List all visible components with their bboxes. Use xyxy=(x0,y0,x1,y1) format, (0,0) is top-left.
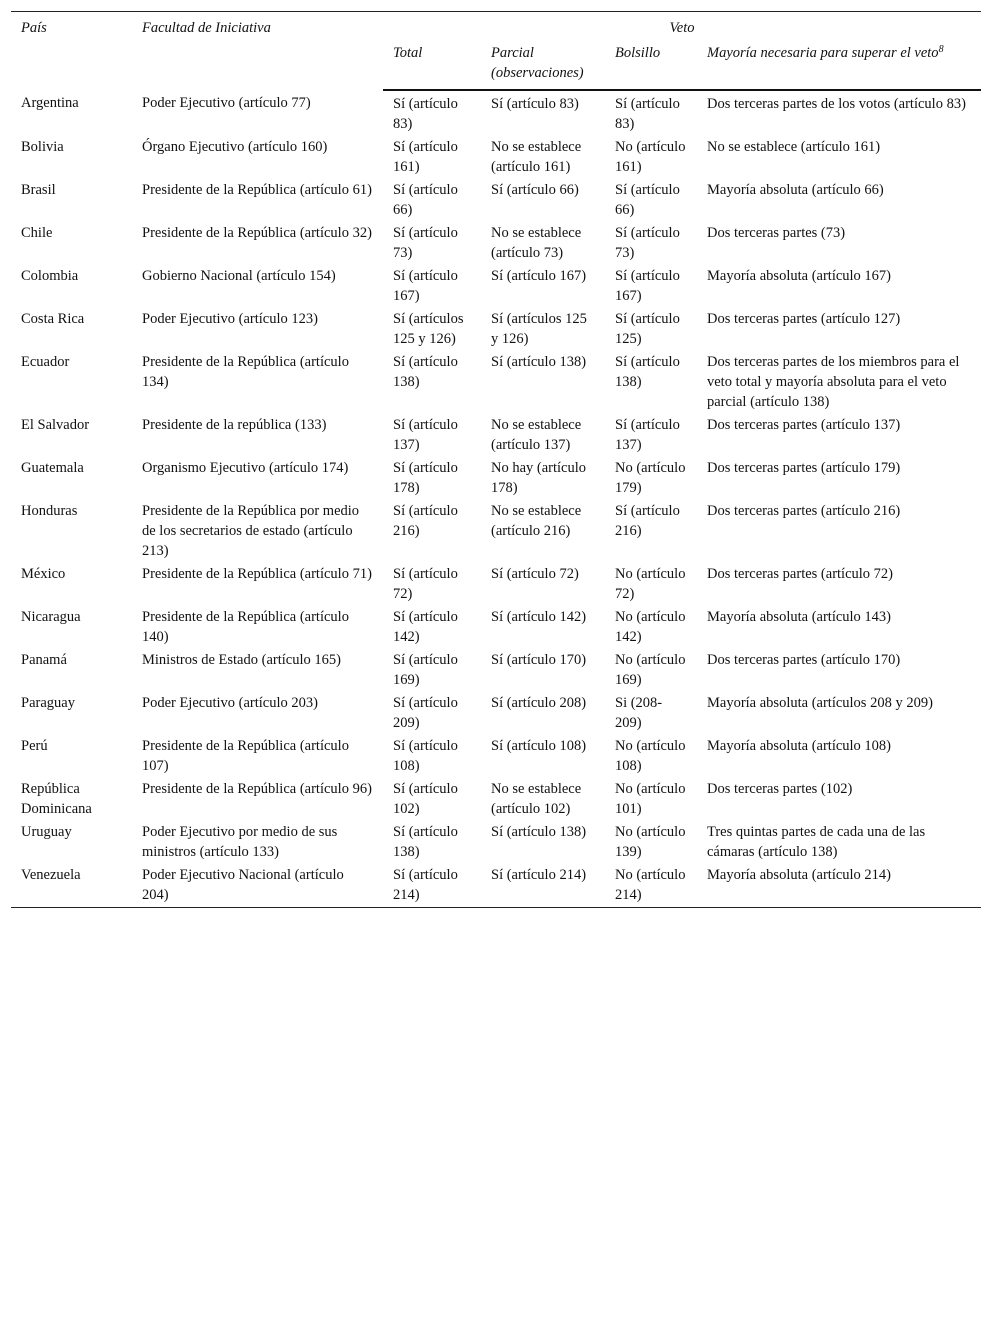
cell-facultad: Presidente de la República (artículo 71) xyxy=(142,566,372,582)
table-row xyxy=(11,821,981,864)
cell-parcial: Sí (artículo 138) xyxy=(491,824,587,840)
cell-pais: Honduras xyxy=(21,503,78,519)
table-header xyxy=(11,12,981,91)
cell-mayoria: Mayoría absoluta (artículo 143) xyxy=(707,609,892,625)
cell-facultad: Presidente de la República (artículo 61) xyxy=(142,182,372,198)
cell-bolsillo: Sí (artículo 216) xyxy=(615,503,680,539)
cell-facultad: Ministros de Estado (artículo 165) xyxy=(142,652,341,668)
cell-bolsillo: Si (208-209) xyxy=(615,695,663,731)
cell-total: Sí (artículo 138) xyxy=(393,824,458,860)
cell-parcial: Sí (artículo 72) xyxy=(491,566,579,582)
cell-facultad: Presidente de la república (133) xyxy=(142,417,327,433)
table-row xyxy=(11,606,981,649)
cell-mayoria: Dos terceras partes de los votos (artículo 83) xyxy=(707,96,966,112)
cell-parcial: Sí (artículo 142) xyxy=(491,609,587,625)
cell-pais: México xyxy=(21,566,66,582)
table-row xyxy=(11,563,981,606)
table-row xyxy=(11,864,981,908)
header-veto: Veto xyxy=(383,12,981,39)
cell-bolsillo: No (artículo 214) xyxy=(605,864,697,908)
table-row xyxy=(11,351,981,414)
cell-parcial: No se establece (artículo 73) xyxy=(491,225,582,261)
cell-mayoria: Mayoría absoluta (artículo 214) xyxy=(697,864,981,908)
table-row xyxy=(11,265,981,308)
cell-bolsillo: No (artículo 139) xyxy=(615,824,686,860)
cell-mayoria: Mayoría absoluta (artículo 66) xyxy=(707,182,884,198)
cell-bolsillo: No (artículo 169) xyxy=(615,652,686,688)
cell-total: Sí (artículo 72) xyxy=(393,566,458,602)
cell-pais: Panamá xyxy=(21,652,67,668)
cell-total: Sí (artículo 102) xyxy=(393,781,458,817)
cell-mayoria: Mayoría absoluta (artículo 167) xyxy=(707,268,892,284)
cell-total: Sí (artículo 167) xyxy=(393,268,458,304)
table-container xyxy=(11,11,981,908)
cell-facultad: Poder Ejecutivo (artículo 203) xyxy=(142,695,318,711)
cell-parcial: Sí (artículo 138) xyxy=(491,354,587,370)
table-row xyxy=(11,136,981,179)
cell-pais: Perú xyxy=(21,738,48,754)
cell-facultad: Poder Ejecutivo (artículo 77) xyxy=(142,95,311,111)
table-row xyxy=(11,414,981,457)
cell-mayoria: Dos terceras partes (artículo 127) xyxy=(707,311,901,327)
cell-total: Sí (artículo 214) xyxy=(383,864,481,908)
cell-mayoria: Dos terceras partes (artículo 170) xyxy=(707,652,901,668)
cell-facultad: Poder Ejecutivo Nacional (artículo 204) xyxy=(132,864,383,908)
cell-facultad: Presidente de la República (artículo 32) xyxy=(142,225,372,241)
cell-mayoria: Tres quintas partes de cada una de las cámaras (artículo 138) xyxy=(707,824,926,860)
header-mayoria xyxy=(697,38,981,90)
cell-parcial: Sí (artículo 108) xyxy=(491,738,587,754)
cell-bolsillo: Sí (artículo 125) xyxy=(615,311,680,347)
header-mayoria-label: Mayoría necesaria para superar el veto xyxy=(707,45,939,61)
cell-bolsillo: Sí (artículo 83) xyxy=(615,96,680,132)
cell-pais: Paraguay xyxy=(21,695,75,711)
cell-bolsillo: No (artículo 72) xyxy=(615,566,686,602)
cell-pais: República Dominicana xyxy=(21,781,92,817)
table-row xyxy=(11,308,981,351)
cell-pais: Ecuador xyxy=(21,354,70,370)
cell-bolsillo: Sí (artículo 167) xyxy=(615,268,680,304)
cell-bolsillo: Sí (artículo 137) xyxy=(615,417,680,453)
cell-pais: Costa Rica xyxy=(21,311,85,327)
cell-mayoria: Dos terceras partes (artículo 72) xyxy=(707,566,894,582)
cell-mayoria: Dos terceras partes (73) xyxy=(707,225,846,241)
cell-parcial: Sí (artículo 170) xyxy=(491,652,587,668)
cell-pais: Guatemala xyxy=(21,460,84,476)
cell-total: Sí (artículo 137) xyxy=(393,417,458,453)
cell-pais: Chile xyxy=(21,225,53,241)
table-row xyxy=(11,735,981,778)
cell-total: Sí (artículo 209) xyxy=(393,695,458,731)
cell-facultad: Órgano Ejecutivo (artículo 160) xyxy=(142,139,328,155)
cell-mayoria: Dos terceras partes (artículo 179) xyxy=(707,460,901,476)
cell-mayoria: No se establece (artículo 161) xyxy=(707,139,881,155)
cell-mayoria: Dos terceras partes (artículo 137) xyxy=(707,417,901,433)
cell-total: Sí (artículo 66) xyxy=(393,182,458,218)
cell-parcial: No se establece (artículo 161) xyxy=(491,139,582,175)
cell-total: Sí (artículo 169) xyxy=(393,652,458,688)
table-row xyxy=(11,649,981,692)
header-pais: País xyxy=(11,12,132,91)
cell-facultad: Presidente de la República (artículo 96) xyxy=(142,781,372,797)
table-row xyxy=(11,500,981,563)
cell-total: Sí (artículo 142) xyxy=(393,609,458,645)
cell-parcial: No se establece (artículo 137) xyxy=(491,417,582,453)
cell-pais: Bolivia xyxy=(21,139,64,155)
cell-parcial: No hay (artículo 178) xyxy=(491,460,587,496)
cell-total: Sí (artículo 108) xyxy=(393,738,458,774)
cell-parcial: Sí (artículo 208) xyxy=(491,695,587,711)
cell-pais: Uruguay xyxy=(21,824,72,840)
cell-parcial: Sí (artículo 214) xyxy=(481,864,605,908)
cell-facultad: Gobierno Nacional (artículo 154) xyxy=(142,268,336,284)
cell-mayoria: Mayoría absoluta (artículo 108) xyxy=(707,738,892,754)
cell-total: Sí (artículo 161) xyxy=(393,139,458,175)
cell-total: Sí (artículo 216) xyxy=(393,503,458,539)
cell-facultad: Presidente de la República (artículo 140) xyxy=(142,609,349,645)
cell-total: Sí (artículo 178) xyxy=(393,460,458,496)
cell-pais: Nicaragua xyxy=(21,609,81,625)
cell-parcial: Sí (artículos 125 y 126) xyxy=(491,311,587,347)
cell-bolsillo: No (artículo 179) xyxy=(615,460,686,496)
veto-table xyxy=(11,11,981,908)
cell-facultad: Presidente de la República por medio de los secretarios de estado (artículo 213) xyxy=(142,503,360,559)
cell-facultad: Organismo Ejecutivo (artículo 174) xyxy=(142,460,349,476)
cell-parcial: Sí (artículo 167) xyxy=(491,268,587,284)
cell-mayoria: Dos terceras partes (artículo 216) xyxy=(707,503,901,519)
cell-parcial: Sí (artículo 66) xyxy=(491,182,579,198)
header-total: Total xyxy=(383,38,481,90)
table-body xyxy=(11,90,981,908)
cell-total: Sí (artículos 125 y 126) xyxy=(393,311,464,347)
cell-facultad: Poder Ejecutivo por medio de sus ministros (artículo 133) xyxy=(142,824,338,860)
cell-facultad: Presidente de la República (artículo 107) xyxy=(142,738,349,774)
cell-pais: Colombia xyxy=(21,268,79,284)
cell-bolsillo: No (artículo 101) xyxy=(615,781,686,817)
cell-total: Sí (artículo 138) xyxy=(393,354,458,390)
cell-bolsillo: Sí (artículo 73) xyxy=(615,225,680,261)
table-row xyxy=(11,778,981,821)
table-row xyxy=(11,692,981,735)
cell-bolsillo: No (artículo 108) xyxy=(615,738,686,774)
cell-bolsillo: Sí (artículo 138) xyxy=(615,354,680,390)
table-row xyxy=(11,179,981,222)
table-row xyxy=(11,90,981,136)
cell-pais: Brasil xyxy=(21,182,56,198)
header-parcial: Parcial (observaciones) xyxy=(481,38,605,90)
footnote-mark: 8 xyxy=(938,44,944,55)
cell-mayoria: Dos terceras partes de los miembros para el veto total y mayoría absoluta para el veto parcial (artículo 138) xyxy=(707,354,960,410)
cell-pais: Venezuela xyxy=(11,864,132,908)
cell-parcial: No se establece (artículo 102) xyxy=(491,781,582,817)
cell-bolsillo: No (artículo 142) xyxy=(615,609,686,645)
table-row xyxy=(11,457,981,500)
header-bolsillo: Bolsillo xyxy=(605,38,697,90)
cell-total: Sí (artículo 73) xyxy=(393,225,458,261)
cell-mayoria: Dos terceras partes (102) xyxy=(707,781,853,797)
cell-bolsillo: No (artículo 161) xyxy=(615,139,686,175)
cell-total: Sí (artículo 83) xyxy=(393,96,458,132)
cell-parcial: Sí (artículo 83) xyxy=(491,96,579,112)
cell-mayoria: Mayoría absoluta (artículos 208 y 209) xyxy=(707,695,933,711)
cell-pais: El Salvador xyxy=(21,417,90,433)
cell-facultad: Presidente de la República (artículo 134) xyxy=(142,354,349,390)
header-facultad: Facultad de Iniciativa xyxy=(132,12,383,91)
cell-bolsillo: Sí (artículo 66) xyxy=(615,182,680,218)
table-row xyxy=(11,222,981,265)
cell-parcial: No se establece (artículo 216) xyxy=(491,503,582,539)
cell-pais: Argentina xyxy=(21,95,79,111)
cell-facultad: Poder Ejecutivo (artículo 123) xyxy=(142,311,318,327)
